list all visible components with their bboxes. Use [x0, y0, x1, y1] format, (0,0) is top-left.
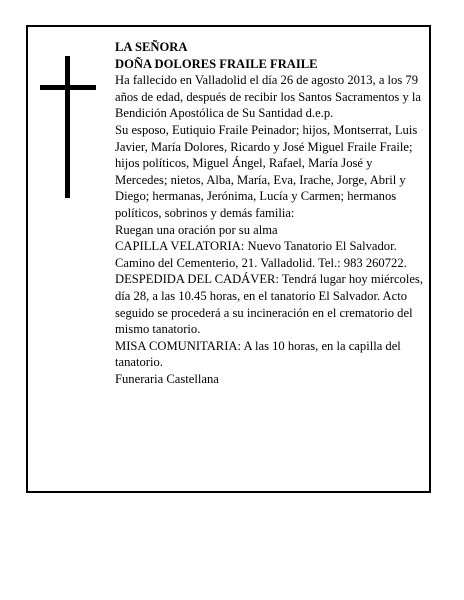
- notice-text: [115, 39, 425, 387]
- deceased-name: DOÑA DOLORES FRAILE FRAILE: [115, 56, 318, 71]
- death-announcement: Ha fallecido en Valladolid el día 26 de agosto 2013, a los 79 años de edad, después de recibir los Santos Sacramentos y la Bendición Apostólica de Su Santidad d.e.p.: [115, 73, 422, 121]
- obituary-notice: [26, 25, 431, 493]
- cross-icon: [40, 56, 96, 198]
- farewell-details: DESPEDIDA DEL CADÁVER: Tendrá lugar hoy miércoles, día 28, a las 10.45 horas, en el tanatorio El Salvador. Acto seguido se procederá a su incineración en el crematorio del mismo tanatorio.: [115, 272, 423, 337]
- cross-horizontal-bar: [40, 85, 96, 90]
- family-list: Su esposo, Eutiquio Fraile Peinador; hijos, Montserrat, Luis Javier, María Dolores, Ricardo y José Miguel Fraile Fraile; hijos políticos, Miguel Ángel, Rafael, María José y Mercedes; nietos, Alba, María, Eva, Irache, Jorge, Abril y Diego; hermanas, Jerónima, Lucía y Carmen; hermanos políticos, sobrinos y demás familia:: [115, 122, 418, 220]
- prayer-request: Ruegan una oración por su alma: [115, 222, 278, 237]
- wake-location: CAPILLA VELATORIA: Nuevo Tanatorio El Salvador. Camino del Cementerio, 21. Valladolid. Tel.: 983 260722.: [115, 239, 407, 270]
- mass-details: MISA COMUNITARIA: A las 10 horas, en la capilla del tanatorio.: [115, 338, 401, 370]
- notice-heading: LA SEÑORA: [115, 40, 188, 54]
- cross-vertical-bar: [65, 56, 70, 198]
- funeral-home: Funeraria Castellana: [115, 371, 219, 386]
